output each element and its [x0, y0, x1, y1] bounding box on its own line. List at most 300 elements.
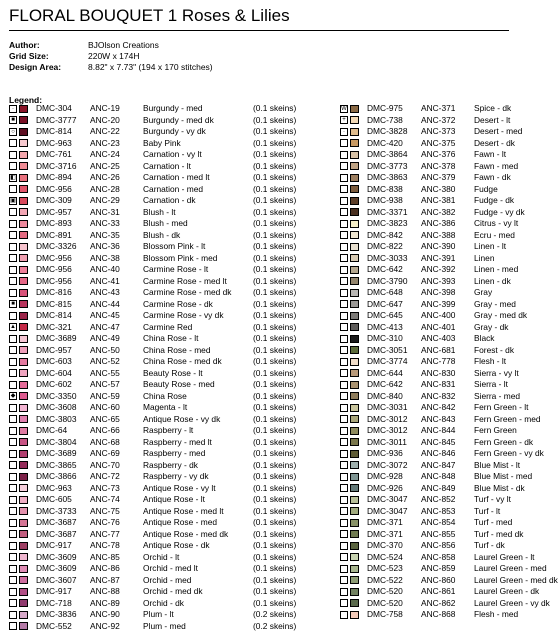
right-dmc-code: DMC-647 [367, 298, 403, 309]
right-color-name: Blue Mist - med [474, 471, 533, 481]
right-row [340, 448, 544, 460]
right-row [340, 253, 509, 265]
right-row [340, 172, 509, 184]
right-color-name: Forest - dk [474, 344, 515, 355]
right-anchor-code: ANC-403 [421, 333, 456, 343]
symbol-icon [340, 473, 348, 481]
left-anchor-code: ANC-26 [90, 172, 120, 182]
right-anchor-code: ANC-843 [421, 413, 456, 424]
right-anchor-code: ANC-868 [421, 609, 456, 619]
symbol-icon [9, 530, 17, 538]
symbol-icon [340, 231, 348, 239]
right-row [340, 184, 509, 196]
left-dmc-code: DMC-602 [36, 379, 72, 389]
right-anchor-code: ANC-393 [421, 275, 456, 286]
left-anchor-code: ANC-45 [90, 310, 120, 320]
right-row [340, 597, 550, 610]
left-skeins: (0.1 skeins) [253, 528, 297, 539]
symbol-icon [340, 576, 348, 584]
right-color-name: Flesh - lt [474, 356, 507, 366]
left-skeins: (0.1 skeins) [253, 321, 297, 332]
symbol-icon [340, 450, 348, 458]
right-row [340, 551, 535, 564]
color-swatch [350, 473, 359, 481]
left-dmc-code: DMC-956 [36, 264, 72, 274]
right-row [340, 609, 519, 621]
symbol-icon [340, 381, 348, 389]
left-anchor-code: ANC-69 [90, 448, 120, 458]
symbol-icon [9, 162, 17, 170]
right-anchor-code: ANC-856 [421, 540, 456, 550]
left-skeins: (0.1 skeins) [253, 448, 297, 458]
left-anchor-code: ANC-90 [90, 609, 120, 619]
color-swatch [19, 461, 28, 469]
color-swatch [19, 576, 28, 584]
color-swatch [19, 450, 28, 458]
symbol-icon [340, 358, 348, 366]
color-swatch [19, 415, 28, 423]
right-dmc-code: DMC-3371 [367, 206, 408, 217]
left-anchor-code: ANC-36 [90, 241, 120, 251]
left-color-name: Raspberry - dk [143, 459, 198, 470]
color-swatch [19, 622, 28, 630]
left-dmc-code: DMC-956 [36, 275, 72, 286]
right-dmc-code: DMC-3823 [367, 218, 408, 228]
right-row [340, 402, 529, 414]
left-skeins: (0.1 skeins) [253, 206, 297, 217]
left-color-name: Antique Rose - vy lt [143, 482, 216, 493]
left-skeins: (0.1 skeins) [253, 494, 297, 504]
left-skeins: (0.1 skeins) [253, 551, 297, 562]
left-color-name: Antique Rose - med [143, 517, 218, 527]
left-skeins: (0.1 skeins) [253, 126, 297, 136]
symbol-icon [340, 312, 348, 320]
symbol-icon [9, 519, 17, 527]
right-row [340, 413, 541, 426]
color-swatch [350, 220, 359, 228]
left-color-name: Orchid - med [143, 574, 192, 585]
right-row [340, 160, 519, 173]
symbol-icon [340, 599, 348, 607]
left-color-name: Orchid - lt [143, 551, 180, 562]
left-anchor-code: ANC-72 [90, 471, 120, 481]
right-row [340, 276, 509, 288]
right-dmc-code: DMC-3790 [367, 275, 408, 286]
color-swatch [19, 197, 28, 205]
right-color-name: Flesh - med [474, 609, 519, 619]
color-swatch [19, 588, 28, 596]
right-anchor-code: ANC-681 [421, 344, 456, 355]
color-swatch [19, 231, 28, 239]
symbol-icon [9, 542, 17, 550]
left-color-name: Plum - lt [143, 609, 174, 619]
symbol-icon [340, 461, 348, 469]
color-swatch [19, 599, 28, 607]
right-anchor-code: ANC-401 [421, 321, 456, 332]
left-dmc-code: DMC-3733 [36, 505, 77, 516]
left-anchor-code: ANC-70 [90, 459, 120, 470]
symbol-icon [9, 312, 17, 320]
right-color-name: Fawn - lt [474, 149, 507, 159]
left-anchor-code: ANC-60 [90, 402, 120, 412]
left-color-name: Antique Rose - med lt [143, 505, 224, 516]
color-swatch [350, 300, 359, 308]
left-dmc-code: DMC-963 [36, 137, 72, 148]
right-anchor-code: ANC-830 [421, 367, 456, 378]
right-anchor-code: ANC-381 [421, 195, 456, 205]
left-dmc-code: DMC-321 [36, 321, 72, 332]
left-skeins: (0.1 skeins) [253, 482, 297, 493]
symbol-icon [340, 289, 348, 297]
right-dmc-code: DMC-936 [367, 448, 403, 458]
left-skeins: (0.1 skeins) [253, 333, 297, 343]
color-swatch [350, 197, 359, 205]
left-color-name: China Rose - med [143, 344, 211, 355]
right-row [340, 195, 515, 207]
color-swatch [19, 254, 28, 262]
left-color-name: Antique Rose - dk [143, 540, 210, 550]
color-swatch [19, 312, 28, 320]
left-dmc-code: DMC-309 [36, 195, 72, 205]
left-skeins: (0.1 skeins) [253, 574, 297, 585]
left-dmc-code: DMC-963 [36, 482, 72, 493]
left-color-name: Burgundy - med dk [143, 114, 214, 125]
left-skeins: (0.1 skeins) [253, 390, 297, 401]
left-color-name: China Rose [143, 390, 187, 401]
right-color-name: Citrus - vy lt [474, 218, 519, 228]
color-swatch [19, 323, 28, 331]
right-anchor-code: ANC-854 [421, 517, 456, 527]
left-color-name: China Rose - med dk [143, 356, 222, 366]
right-dmc-code: DMC-3012 [367, 425, 408, 435]
symbol-icon [340, 208, 348, 216]
right-color-name: Fudge - vy dk [474, 206, 525, 217]
right-anchor-code: ANC-378 [421, 160, 456, 171]
right-color-name: Laurel Green - med [474, 563, 547, 573]
right-row [340, 137, 515, 150]
right-row [340, 149, 509, 161]
symbol-icon [340, 392, 348, 400]
symbol-icon [9, 185, 17, 193]
color-swatch [19, 185, 28, 193]
left-skeins: (0.1 skeins) [253, 310, 297, 320]
right-row [340, 206, 525, 219]
left-skeins: (0.1 skeins) [253, 344, 297, 355]
symbol-icon [9, 438, 17, 446]
right-row [340, 436, 534, 449]
right-color-name: Laurel Green - dk [474, 586, 540, 596]
color-swatch [350, 588, 359, 596]
left-skeins: (0.1 skeins) [253, 540, 297, 550]
symbol-icon [340, 197, 348, 205]
color-swatch [350, 185, 359, 193]
right-color-name: Gray - med dk [474, 310, 528, 320]
symbol-icon [340, 346, 348, 354]
left-skeins: (0.1 skeins) [253, 241, 297, 251]
color-swatch [350, 369, 359, 377]
right-dmc-code: DMC-420 [367, 137, 403, 148]
color-swatch [19, 369, 28, 377]
left-color-name: Burgundy - med [143, 103, 203, 113]
color-swatch [350, 266, 359, 274]
color-swatch [19, 519, 28, 527]
left-skeins: (0.1 skeins) [253, 252, 297, 263]
right-anchor-code: ANC-860 [421, 574, 456, 585]
symbol-icon [9, 381, 17, 389]
right-dmc-code: DMC-3072 [367, 459, 408, 470]
symbol-icon: ◧ [10, 174, 16, 181]
right-anchor-code: ANC-853 [421, 505, 456, 516]
color-swatch [350, 312, 359, 320]
left-skeins: (0.2 skeins) [253, 620, 297, 631]
symbol-icon [340, 611, 348, 619]
left-skeins: (0.1 skeins) [253, 425, 297, 435]
page-title: FLORAL BOUQUET 1 Roses & Lilies [9, 6, 290, 25]
left-dmc-code: DMC-304 [36, 103, 72, 113]
color-swatch [19, 507, 28, 515]
right-dmc-code: DMC-3031 [367, 402, 408, 412]
left-anchor-code: ANC-85 [90, 551, 120, 562]
left-anchor-code: ANC-19 [90, 103, 120, 113]
grid-size-value: 220W x 174H [88, 51, 140, 61]
symbol-icon [340, 415, 348, 423]
left-dmc-code: DMC-3804 [36, 436, 77, 447]
color-swatch [350, 289, 359, 297]
right-color-name: Desert - lt [474, 114, 511, 125]
right-color-name: Gray - dk [474, 321, 509, 332]
right-dmc-code: DMC-3828 [367, 126, 408, 136]
left-dmc-code: DMC-3689 [36, 333, 77, 343]
color-swatch [19, 611, 28, 619]
right-dmc-code: DMC-838 [367, 183, 403, 194]
color-swatch [350, 461, 359, 469]
right-dmc-code: DMC-523 [367, 563, 403, 573]
symbol-icon: ■ [9, 300, 17, 308]
color-swatch [350, 116, 359, 124]
left-color-name: Orchid - dk [143, 597, 184, 608]
right-anchor-code: ANC-844 [421, 425, 456, 435]
color-swatch [19, 553, 28, 561]
right-anchor-code: ANC-391 [421, 252, 456, 263]
symbol-icon: ◆ [10, 393, 16, 399]
right-anchor-code: ANC-852 [421, 494, 456, 504]
left-dmc-code: DMC-3689 [36, 448, 77, 458]
right-dmc-code: DMC-413 [367, 321, 403, 332]
symbol-icon [340, 553, 348, 561]
left-dmc-code: DMC-957 [36, 344, 72, 355]
left-dmc-code: DMC-815 [36, 298, 72, 309]
color-swatch [19, 404, 28, 412]
color-swatch [19, 277, 28, 285]
symbol-icon [340, 507, 348, 515]
right-anchor-code: ANC-386 [421, 218, 456, 228]
right-anchor-code: ANC-846 [421, 448, 456, 458]
right-color-name: Black [474, 333, 495, 343]
left-dmc-code: DMC-3607 [36, 574, 77, 585]
right-color-name: Fawn - dk [474, 172, 511, 182]
right-anchor-code: ANC-859 [421, 563, 456, 573]
right-anchor-code: ANC-778 [421, 356, 456, 366]
right-anchor-code: ANC-842 [421, 402, 456, 412]
color-swatch [19, 381, 28, 389]
left-anchor-code: ANC-38 [90, 252, 120, 263]
right-row [340, 287, 509, 299]
symbol-icon: ■ [9, 116, 17, 124]
right-row [340, 115, 509, 127]
symbol-icon [9, 553, 17, 561]
left-anchor-code: ANC-31 [90, 206, 120, 217]
color-swatch [350, 599, 359, 607]
left-anchor-code: ANC-59 [90, 390, 120, 401]
symbol-icon: ▲ [10, 324, 16, 330]
symbol-icon [340, 323, 348, 331]
right-row [340, 517, 513, 529]
left-skeins: (0.1 skeins) [253, 356, 297, 366]
right-row [340, 471, 533, 483]
symbol-icon [9, 473, 17, 481]
color-swatch [350, 105, 359, 113]
right-anchor-code: ANC-376 [421, 149, 456, 159]
symbol-icon [9, 220, 17, 228]
right-dmc-code: DMC-3773 [367, 160, 408, 171]
right-row [340, 506, 509, 518]
right-color-name: Laurel Green - med dk [474, 574, 558, 585]
right-anchor-code: ANC-371 [421, 103, 456, 113]
color-swatch [19, 392, 28, 400]
left-color-name: Carmine Rose - med lt [143, 275, 227, 286]
right-dmc-code: DMC-522 [367, 574, 403, 585]
right-dmc-code: DMC-3012 [367, 413, 408, 424]
symbol-icon [9, 151, 17, 159]
left-dmc-code: DMC-3777 [36, 114, 77, 125]
left-anchor-code: ANC-43 [90, 287, 120, 297]
right-row [340, 459, 521, 472]
color-swatch [350, 450, 359, 458]
left-color-name: Carmine Rose - dk [143, 298, 213, 309]
left-color-name: Blush - med [143, 218, 188, 228]
right-row [340, 103, 512, 115]
right-anchor-code: ANC-849 [421, 482, 456, 493]
color-swatch [350, 553, 359, 561]
right-dmc-code: DMC-3774 [367, 356, 408, 366]
left-anchor-code: ANC-40 [90, 264, 120, 274]
left-dmc-code: DMC-3326 [36, 241, 77, 251]
right-color-name: Spice - dk [474, 103, 512, 113]
right-color-name: Fern Green - med [474, 413, 541, 424]
left-color-name: Beauty Rose - med [143, 379, 215, 389]
symbol-icon [9, 208, 17, 216]
left-color-name: Carmine Red [143, 321, 193, 332]
color-swatch [350, 346, 359, 354]
left-anchor-code: ANC-66 [90, 425, 120, 435]
left-dmc-code: DMC-893 [36, 218, 72, 228]
left-dmc-code: DMC-605 [36, 494, 72, 504]
right-row [340, 310, 528, 322]
left-skeins: (0.1 skeins) [253, 379, 297, 389]
left-skeins: (0.1 skeins) [253, 563, 297, 573]
left-dmc-code: DMC-917 [36, 540, 72, 550]
title-divider [9, 30, 509, 31]
symbol-icon [9, 484, 17, 492]
left-anchor-code: ANC-24 [90, 149, 120, 159]
symbol-icon [340, 542, 348, 550]
right-anchor-code: ANC-861 [421, 586, 456, 596]
left-anchor-code: ANC-52 [90, 356, 120, 366]
left-skeins: (0.1 skeins) [253, 402, 297, 412]
symbol-icon: ▣ [10, 197, 16, 204]
color-swatch [19, 496, 28, 504]
right-color-name: Desert - med [474, 126, 523, 136]
left-anchor-code: ANC-78 [90, 540, 120, 550]
right-anchor-code: ANC-400 [421, 310, 456, 320]
left-skeins: (0.1 skeins) [253, 517, 297, 527]
symbol-icon [340, 300, 348, 308]
left-color-name: Carmine Rose - med dk [143, 287, 232, 297]
right-row [340, 528, 524, 541]
symbol-icon [340, 185, 348, 193]
left-anchor-code: ANC-76 [90, 517, 120, 527]
right-row [340, 322, 509, 334]
symbol-icon [9, 427, 17, 435]
color-swatch [350, 277, 359, 285]
right-color-name: Desert - dk [474, 137, 515, 148]
left-anchor-code: ANC-86 [90, 563, 120, 573]
left-skeins: (0.1 skeins) [253, 505, 297, 516]
left-dmc-code: DMC-552 [36, 620, 72, 631]
left-skeins: (0.1 skeins) [253, 183, 297, 194]
left-color-name: Raspberry - lt [143, 425, 194, 435]
right-color-name: Blue Mist - dk [474, 482, 525, 493]
left-color-name: Carnation - med lt [143, 172, 210, 182]
right-color-name: Linen - dk [474, 275, 511, 286]
right-row [340, 356, 509, 368]
symbol-icon: + [340, 116, 348, 124]
left-row [9, 621, 509, 632]
left-anchor-code: ANC-65 [90, 413, 120, 424]
color-swatch [350, 381, 359, 389]
left-dmc-code: DMC-3836 [36, 609, 77, 619]
left-color-name: Beauty Rose - lt [143, 367, 203, 378]
right-anchor-code: ANC-390 [421, 241, 456, 251]
left-skeins: (0.2 skeins) [253, 609, 297, 619]
right-color-name: Turf - med [474, 517, 513, 527]
symbol-icon [9, 496, 17, 504]
left-anchor-code: ANC-47 [90, 321, 120, 332]
symbol-icon [9, 588, 17, 596]
right-dmc-code: DMC-3864 [367, 149, 408, 159]
right-row [340, 574, 558, 587]
right-anchor-code: ANC-831 [421, 379, 456, 389]
color-swatch [350, 415, 359, 423]
left-color-name: Raspberry - med lt [143, 436, 212, 447]
left-anchor-code: ANC-41 [90, 275, 120, 286]
left-skeins: (0.1 skeins) [253, 264, 297, 274]
right-dmc-code: DMC-524 [367, 551, 403, 562]
left-color-name: Orchid - med dk [143, 586, 203, 596]
symbol-icon [340, 277, 348, 285]
legend-table [0, 103, 558, 632]
left-skeins: (0.1 skeins) [253, 367, 297, 378]
left-color-name: Blossom Pink - lt [143, 241, 206, 251]
symbol-icon [340, 162, 348, 170]
left-anchor-code: ANC-92 [90, 620, 120, 631]
right-dmc-code: DMC-3047 [367, 494, 408, 504]
left-skeins: (0.1 skeins) [253, 597, 297, 608]
left-skeins: (0.1 skeins) [253, 137, 297, 148]
right-anchor-code: ANC-388 [421, 229, 456, 240]
color-swatch [19, 346, 28, 354]
left-dmc-code: DMC-3608 [36, 402, 77, 412]
